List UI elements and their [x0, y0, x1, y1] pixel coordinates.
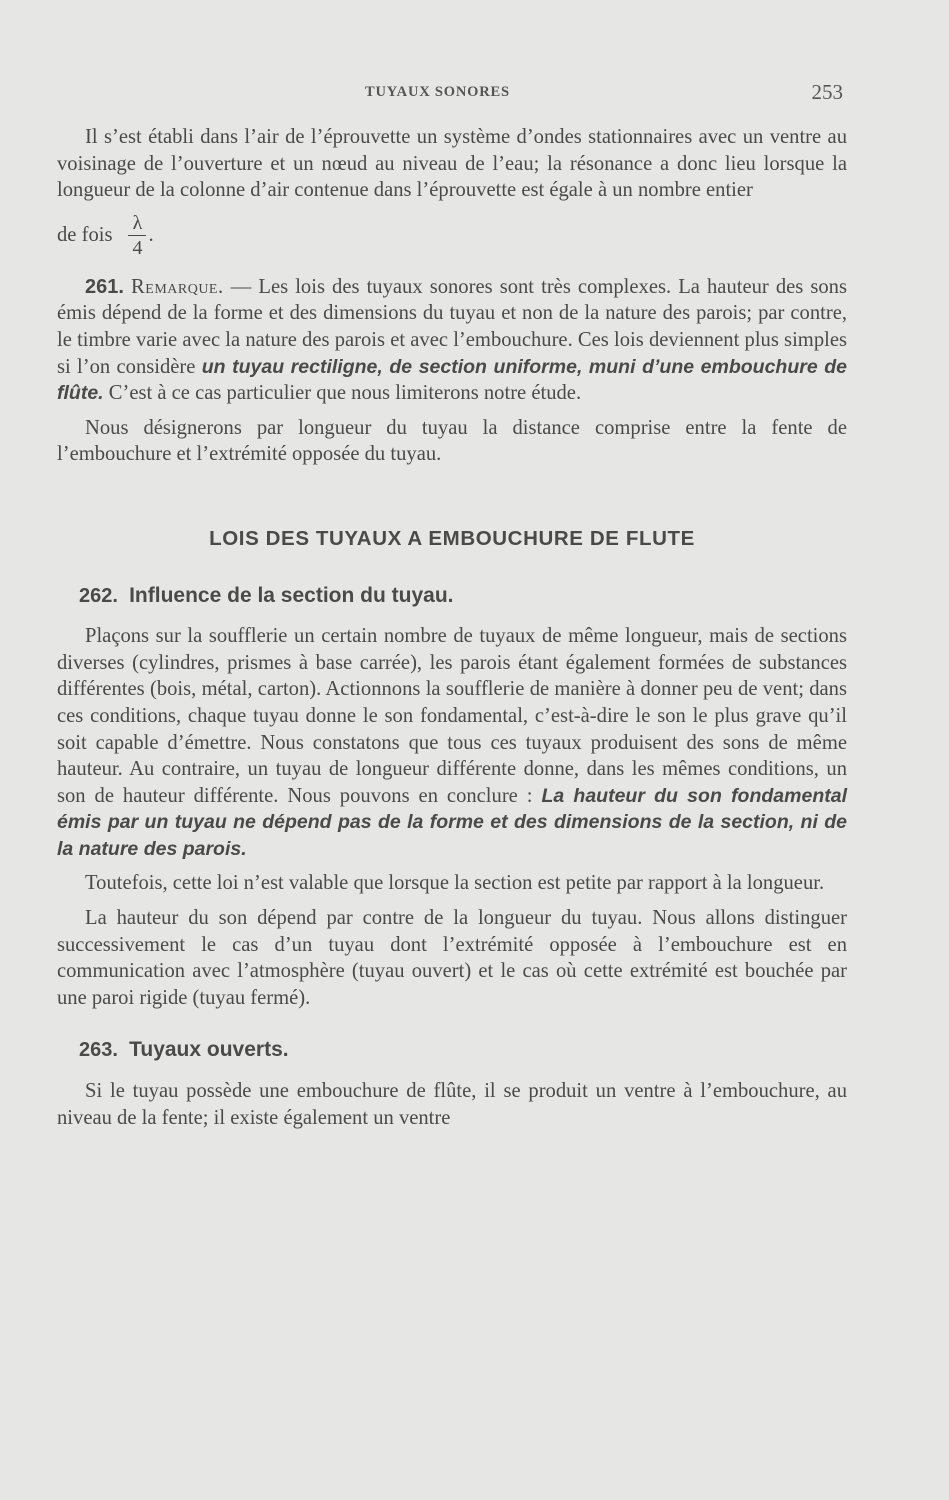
- lambda-over-four-fraction: [128, 213, 146, 258]
- page-body: [57, 124, 847, 1131]
- page-number: 253: [811, 80, 843, 104]
- fraction-denominator: 4: [132, 237, 143, 260]
- section-263-paragraph-1: Si le tuyau possède une embouchure de flûte, il se produit un ventre à l’embouchure, au niveau de la fente; il existe également un ventre: [57, 1080, 847, 1129]
- fraction-line: [57, 206, 847, 266]
- page-header: [57, 78, 843, 108]
- section-263-title: Tuyaux ouverts.: [129, 1038, 289, 1062]
- section-263-number: 263.: [79, 1039, 118, 1062]
- section-262-number: 262.: [79, 584, 118, 607]
- section-261-text-a: — Les lois des tuyaux sonores sont très complexes. La hauteur des sons émis dépend de la forme et des dimensions du tuyau et non de la nature des parois; par contre, le timbre varie avec la nature des parois et avec l’embouchure. Ces lois deviennent plus simples si l’on considère: [57, 275, 847, 378]
- section-262-paragraph-2: Toutefois, cette loi n’est valable que lorsque la section est petite par rapport à la longueur.: [85, 872, 825, 895]
- section-262-paragraph-3: La hauteur du son dépend par contre de la longueur du tuyau. Nous allons distinguer successivement le cas d’un tuyau dont l’extrémité opposée à l’embouchure est en communication avec l’atmosphère (tuyau ouvert) et le cas où cette extrémité est bouchée par une paroi rigide (tuyau fermé).: [57, 907, 847, 1009]
- section-262-heading: [57, 583, 847, 610]
- section-261-text-b: C’est à ce cas particulier que nous limiterons notre étude.: [103, 382, 582, 405]
- fraction-suffix: .: [148, 224, 154, 247]
- section-262-law: La hauteur du son fondamental émis par un tuyau ne dépend pas de la forme et des dimensions de la section, ni de la nature des parois.: [57, 784, 847, 860]
- section-262-text: Plaçons sur la soufflerie un certain nombre de tuyaux de même longueur, mais de sections diverses (cylindres, prismes à base carrée), les parois étant également formées de substances différentes (bois, métal, carton). Actionnons la soufflerie de manière à donner peu de vent; dans ces conditions, chaque tuyau donne le son fondamental, c’est-à-dire le son le plus grave qu’il soit capable d’émettre. Nous constatons que tous ces tuyaux produisent des sons de même hauteur. Au contraire, un tuyau de longueur différente donne, dans les mêmes conditions, un son de hauteur différente. Nous pouvons en conclure :: [57, 625, 847, 807]
- section-262-title: Influence de la section du tuyau.: [129, 583, 454, 607]
- section-261-label: Remarque.: [131, 275, 224, 298]
- section-261-number: 261.: [85, 275, 124, 298]
- chapter-title: LOIS DES TUYAUX A EMBOUCHURE DE FLUTE: [209, 526, 695, 550]
- fraction-numerator: λ: [132, 212, 143, 235]
- section-261: [57, 274, 847, 407]
- paragraph-intro: Il s’est établi dans l’air de l’éprouvette un système d’ondes stationnaires avec un ventre au voisinage de l’ouverture et un nœud au niveau de l’eau; la résonance a donc lieu lorsque la longueur de la colonne d’air contenue dans l’éprouvette est égale à un nombre entier: [57, 126, 847, 202]
- section-263-heading: [57, 1037, 847, 1064]
- fraction-bar: [128, 235, 146, 236]
- section-261-emphasis: un tuyau rectiligne, de section uniforme, muni d’une embouchure de flûte.: [57, 355, 847, 405]
- fraction-prefix: de fois: [57, 224, 113, 247]
- running-head: TUYAUX SONORES: [365, 84, 510, 100]
- section-261-paragraph-2: Nous désignerons par longueur du tuyau la distance comprise entre la fente de l’embouchure et l’extrémité opposée du tuyau.: [57, 416, 847, 466]
- section-262-paragraph-1: [57, 623, 847, 862]
